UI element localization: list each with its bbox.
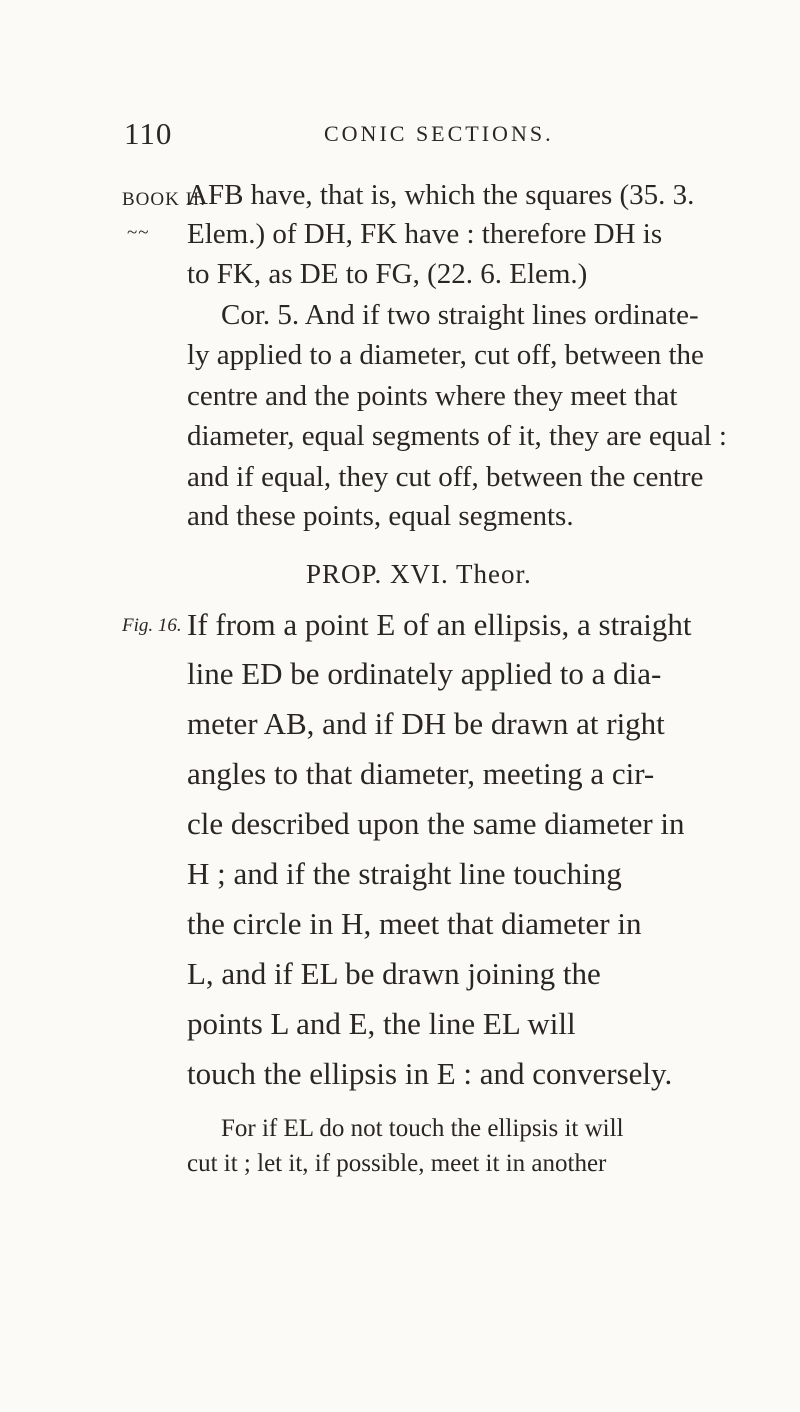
proposition-line: meter AB, and if DH be drawn at right	[187, 706, 665, 741]
proposition-line: L, and if EL be drawn joining the	[187, 956, 601, 991]
corollary-line: and if equal, they cut off, between the centre	[187, 461, 704, 493]
proposition-heading: PROP. XVI. Theor.	[306, 559, 532, 589]
corollary-line: ly applied to a diameter, cut off, between the	[187, 339, 704, 371]
text-line: to FK, as DE to FG, (22. 6. Elem.)	[187, 258, 588, 290]
corollary-line: and these points, equal segments.	[187, 500, 574, 532]
corollary-line: diameter, equal segments of it, they are equal :	[187, 420, 727, 452]
proposition-line: line ED be ordinately applied to a dia-	[187, 656, 662, 691]
proposition-line: angles to that diameter, meeting a cir-	[187, 756, 655, 791]
text-line: AFB have, that is, which the squares (35. 3.	[187, 179, 695, 211]
proposition-line: cle described upon the same diameter in	[187, 806, 685, 841]
margin-fig-label: Fig. 16.	[122, 615, 182, 636]
running-title: CONIC SECTIONS.	[324, 121, 554, 146]
proposition-line: H ; and if the straight line touching	[187, 856, 622, 891]
margin-ornament-mark: ~~	[127, 222, 150, 243]
proposition-line: If from a point E of an ellipsis, a straight	[187, 607, 692, 642]
margin-book-label: BOOK II.	[122, 189, 206, 210]
page-number: 110	[124, 116, 173, 151]
text-line: Elem.) of DH, FK have : therefore DH is	[187, 218, 663, 250]
corollary-line: Cor. 5. And if two straight lines ordinate-	[221, 299, 699, 331]
corollary-line: centre and the points where they meet that	[187, 380, 678, 412]
text-line: cut it ; let it, if possible, meet it in another	[187, 1150, 607, 1177]
proposition-line: the circle in H, meet that diameter in	[187, 906, 642, 941]
proposition-line: touch the ellipsis in E : and conversely.	[187, 1056, 673, 1091]
text-line: For if EL do not touch the ellipsis it will	[221, 1115, 624, 1142]
proposition-line: points L and E, the line EL will	[187, 1006, 576, 1041]
